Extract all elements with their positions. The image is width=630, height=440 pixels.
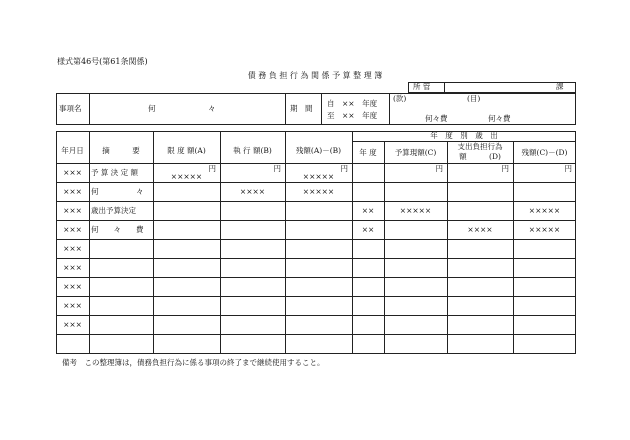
kan-label: (款)	[393, 94, 407, 103]
shokan-box	[408, 82, 576, 93]
kikan-from: 自 ×× 年度	[327, 99, 378, 108]
cell-expend: ××××	[467, 225, 493, 234]
cell-summary: 予 算 決 定 額	[91, 168, 139, 177]
shokan-label: 所 管	[413, 82, 431, 91]
yen-limit: 円	[208, 164, 216, 173]
yen-balance2: 円	[564, 164, 572, 173]
year-group-header: 年 度 別 歳 出	[430, 131, 498, 140]
cell-date: ×××	[63, 244, 82, 253]
jiko-label: 事項名	[59, 104, 82, 113]
col-summary-header: 摘 要	[102, 146, 140, 155]
cell-limit: ×××××	[170, 172, 203, 181]
cell-balance2: ×××××	[528, 206, 561, 215]
col-budget-header: 予算現額(C)	[394, 148, 437, 157]
cell-summary: 何 々	[91, 187, 144, 196]
col-limit-header: 限 度 額(A)	[167, 146, 206, 155]
col-balance-header: 残額(A)－(B)	[295, 146, 342, 155]
col-exec-header: 執 行 額(B)	[233, 146, 272, 155]
kan-value: 何々費	[425, 114, 448, 123]
cell-budget: ×××××	[399, 206, 432, 215]
cell-balance2: ×××××	[528, 225, 561, 234]
cell-date: ×××	[63, 301, 82, 310]
cell-date: ×××	[63, 263, 82, 272]
cell-date: ×××	[63, 320, 82, 329]
col-date-header: 年月日	[61, 146, 84, 155]
cell-summary: 何 々 費	[91, 225, 144, 234]
moku-value: 何々費	[488, 114, 511, 123]
cell-balance: ×××××	[302, 172, 335, 181]
note-text: 備考 この整理簿は，債務負担行為に係る事項の終了まで継続使用すること。	[62, 358, 325, 367]
cell-year: ××	[361, 225, 375, 234]
page-title: 債 務 負 担 行 為 関 係 予 算 整 理 簿	[247, 71, 383, 80]
yen-expend: 円	[501, 164, 509, 173]
yen-exec: 円	[273, 164, 281, 173]
cell-balance: ×××××	[302, 187, 335, 196]
cell-exec: ××××	[239, 187, 266, 196]
col-expend-header-1: 支出負担行為	[457, 142, 503, 151]
col-year-header: 年 度	[359, 148, 377, 157]
kikan-to: 至 ×× 年度	[327, 111, 378, 120]
jiko-value: 何 々	[148, 104, 216, 113]
ka-label: 課	[556, 82, 564, 91]
yen-balance: 円	[340, 164, 348, 173]
kikan-label: 期 間	[290, 104, 313, 113]
cell-year: ××	[361, 206, 375, 215]
col-expend-header-2: 額 (D)	[459, 152, 501, 161]
cell-date: ×××	[63, 187, 82, 196]
yen-budget: 円	[435, 164, 443, 173]
cell-date: ×××	[63, 206, 82, 215]
cell-summary: 歳出予算決定	[91, 206, 136, 215]
cell-date: ×××	[63, 168, 82, 177]
cell-date: ×××	[63, 225, 82, 234]
cell-date: ×××	[63, 282, 82, 291]
form-number: 様式第46号(第61条関係)	[57, 57, 148, 66]
col-balance2-header: 残額(C)－(D)	[521, 148, 568, 157]
moku-label: (目)	[467, 94, 481, 103]
